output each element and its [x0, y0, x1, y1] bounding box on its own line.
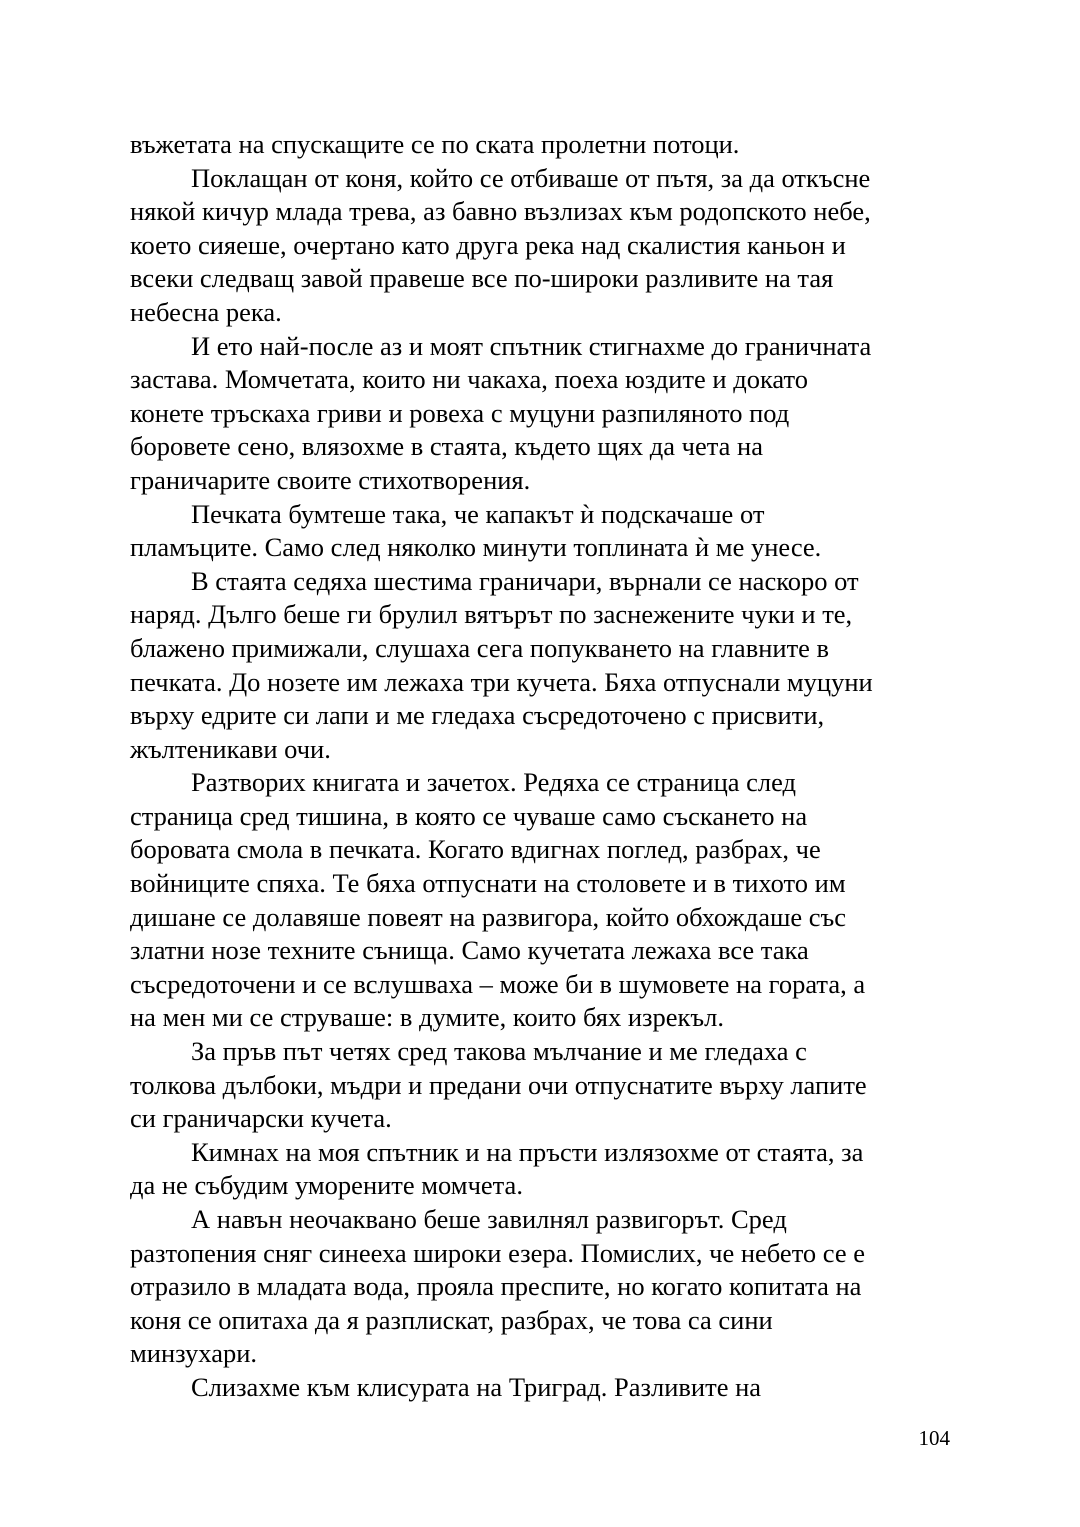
text-line: пламъците. Само след няколко минути топлината ѝ ме унесе.	[130, 532, 822, 563]
text-line: Поклащан от коня, който се отбиваше от пътя, за да откъсне	[191, 162, 871, 193]
text-line: жълтеникави очи.	[130, 733, 331, 764]
text-line: Печката бумтеше така, че капакът ѝ подскачаше от	[191, 498, 765, 529]
text-line: да не събудим уморените момчета.	[130, 1170, 523, 1201]
text-line: което сияеше, очертано като друга река над скалистия каньон и	[130, 229, 846, 260]
text-line: Кимнах на моя спътник и на пръсти излязохме от стаята, за	[191, 1136, 864, 1167]
text-line: разтопения сняг синееха широки езера. Помислих, че небето се е	[130, 1237, 866, 1268]
text-line: отразило в младата вода, прояла преспите, но когато копитата на	[130, 1271, 862, 1302]
text-line: наряд. Дълго беше ги брулил вятърът по заснежените чуки и те,	[130, 599, 853, 630]
text-line: дишане се долавяше повеят на развигора, който обхождаше със	[130, 901, 846, 932]
text-line: въжетата на спускащите се по ската пролетни потоци.	[130, 129, 740, 159]
text-line: Слизахме към клисурата на Триград. Разливите на	[191, 1371, 762, 1402]
text-line: боровете сено, влязохме в стаята, където щях да чета на	[130, 431, 763, 462]
text-line: печката. До нозете им лежаха три кучета. Бяха отпуснали муцуни	[130, 666, 873, 697]
text-line: небесна река.	[130, 296, 282, 327]
text-line: всеки следващ завой правеше все по-широки разливите на тая	[130, 263, 834, 294]
text-line: Разтворих книгата и зачетох. Редяха се страница след	[191, 767, 797, 798]
text-line: блажено примижали, слушаха сега попукването на главните в	[130, 632, 830, 663]
text-line: си граничарски кучета.	[130, 1103, 392, 1134]
text-line: страница сред тишина, в която се чуваше само съскането на	[130, 800, 808, 831]
text-line: граничарите своите стихотворения.	[130, 464, 531, 495]
text-line: боровата смола в печката. Когато вдигнах поглед, разбрах, че	[130, 834, 821, 865]
text-line: минзухари.	[130, 1338, 258, 1369]
text-line: толкова дълбоки, мъдри и предани очи отпуснатите върху лапите	[130, 1069, 867, 1100]
text-line: И ето най-после аз и моят спътник стигнахме до граничната	[191, 330, 872, 361]
text-line: В стаята седяха шестима граничари, върнали се наскоро от	[191, 565, 859, 596]
page-number: 104	[918, 1426, 950, 1450]
text-line: коня се опитаха да я разплискат, разбрах, че това са сини	[130, 1304, 773, 1335]
text-line: златни нозе техните сънища. Само кучетата лежаха все така	[130, 935, 809, 966]
text-line: За пръв път четях сред такова мълчание и ме гледаха с	[191, 1036, 807, 1067]
page-body-text	[130, 128, 960, 1405]
text-line: съсредоточени и се вслушваха – може би в шумовете на гората, а	[130, 968, 866, 999]
text-line: застава. Момчетата, които ни чакаха, поеха юздите и докато	[130, 364, 808, 395]
text-line: А навън неочаквано беше завилнял развигорът. Сред	[191, 1204, 787, 1234]
text-line: войниците спяха. Те бяха отпуснати на столовете и в тихото им	[130, 868, 846, 899]
text-line: конете тръскаха гриви и ровеха с муцуни разпиляното под	[130, 397, 790, 428]
text-line: върху едрите си лапи и ме гледаха съсредоточено с присвити,	[130, 700, 825, 731]
text-line: на мен ми се струваше: в думите, които бях изрекъл.	[130, 1002, 724, 1033]
text-line: някой кичур млада трева, аз бавно възлизах към родопското небе,	[130, 196, 871, 227]
